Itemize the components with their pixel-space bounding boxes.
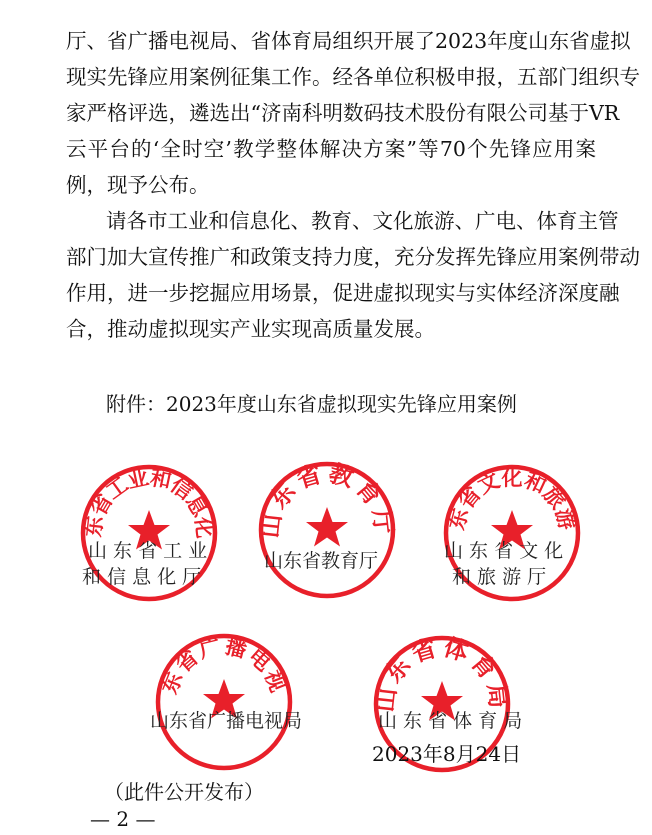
seal-culture-tourism-arc-text: 山东省文化和旅游厅 xyxy=(431,445,579,533)
body-line-8: 作用，进一步挖掘应用场景，促进虚拟现实与实体经济深度融 xyxy=(66,281,620,305)
seal-sports-name: 山 东 省 体 育 局 xyxy=(378,710,523,732)
seal-sports-arc-text: 山东省体育局 xyxy=(371,633,513,714)
body-line-6: 请各市工业和信息化、教育、文化旅游、广电、体育主管 xyxy=(106,209,619,233)
seal-culture-tourism-name-2: 和 旅 游 厅 xyxy=(452,566,547,588)
body-line-2: 现实先锋应用案例征集工作。经各单位积极申报，五部门组织专 xyxy=(66,65,640,89)
body-line-9: 合，推动虚拟现实产业实现高质量发展。 xyxy=(66,317,435,341)
body-line-7: 部门加大宣传推广和政策支持力度，充分发挥先锋应用案例带动 xyxy=(66,245,640,269)
page-number: — 2 — xyxy=(90,807,156,831)
seal-education-name: 山东省教育厅 xyxy=(264,550,379,572)
issue-date: 2023年8月24日 xyxy=(372,742,522,766)
seal-radio-tv-name: 山东省广播电视局 xyxy=(150,710,303,732)
seal-industry-it-name-2: 和 信 息 化 厅 xyxy=(82,566,202,588)
body-line-1: 厅、省广播电视局、省体育局组织开展了2023年度山东省虚拟 xyxy=(66,29,631,53)
seal-industry-it-arc-text: 山东省工业和信息化厅 xyxy=(69,445,216,539)
attachment-line: 附件：2023年度山东省虚拟现实先锋应用案例 xyxy=(106,392,517,416)
publication-note: （此件公开发布） xyxy=(104,780,264,804)
seal-industry-it-name-1: 山 东 省 工 业 xyxy=(88,540,208,562)
seal-education xyxy=(257,460,397,600)
seal-radio-tv-arc-text: 山东省广播电视局 xyxy=(142,614,290,698)
body-line-3: 家严格评选，遴选出“济南科明数码技术股份有限公司基于VR xyxy=(66,101,620,125)
seal-radio-tv xyxy=(142,614,294,772)
svg-text:山东省文化和旅游厅 xyxy=(431,445,580,532)
seal-education-arc-text: 山东省教育厅 xyxy=(256,459,398,540)
svg-text:山东省广播电视局 xyxy=(143,614,290,697)
body-line-5: 例，现予公布。 xyxy=(66,173,210,197)
body-line-4: 云平台的‘全时空’教学整体解决方案”等70个先锋应用案 xyxy=(66,137,596,161)
seal-culture-tourism-name-1: 山 东 省 文 化 xyxy=(444,540,564,562)
